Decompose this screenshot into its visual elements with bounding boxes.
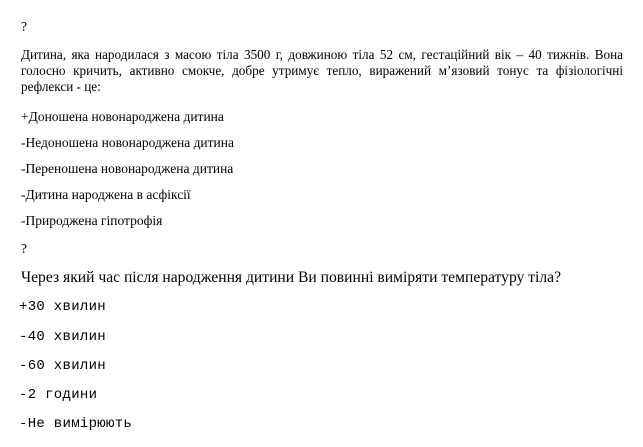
question-1-option-5: -Природжена гіпотрофія	[21, 213, 163, 228]
question-1-option-1: +Доношена новонароджена дитина	[21, 109, 224, 124]
question-1-option-3: -Переношена новонароджена дитина	[21, 161, 234, 176]
question-1-text: Дитина, яка народилася з масою тіла 3500 г, довжиною тіла 52 см, гестаційний вік – 40 тижнів. Вона голосно кричить, активно смокче, добре утримує тепло, виражений м’язовий тонус та фізіологічні рефлекси - це:	[21, 47, 623, 94]
question-2-text: Через який час після народження дитини Ви повинні виміряти температуру тіла?	[21, 269, 562, 286]
question-2-option-1: +30 хвилин	[19, 299, 107, 315]
question-1-option-4: -Дитина народжена в асфіксії	[21, 187, 191, 202]
question-1-marker: ?	[21, 19, 27, 34]
question-2-marker: ?	[21, 241, 27, 256]
question-1-option-2: -Недоношена новонароджена дитина	[21, 135, 235, 150]
question-2-option-4: -2 години	[19, 387, 98, 403]
question-2-option-5: -Не вимірюють	[19, 416, 133, 432]
question-2-option-2: -40 хвилин	[19, 329, 107, 345]
question-2-option-3: -60 хвилин	[19, 358, 107, 374]
